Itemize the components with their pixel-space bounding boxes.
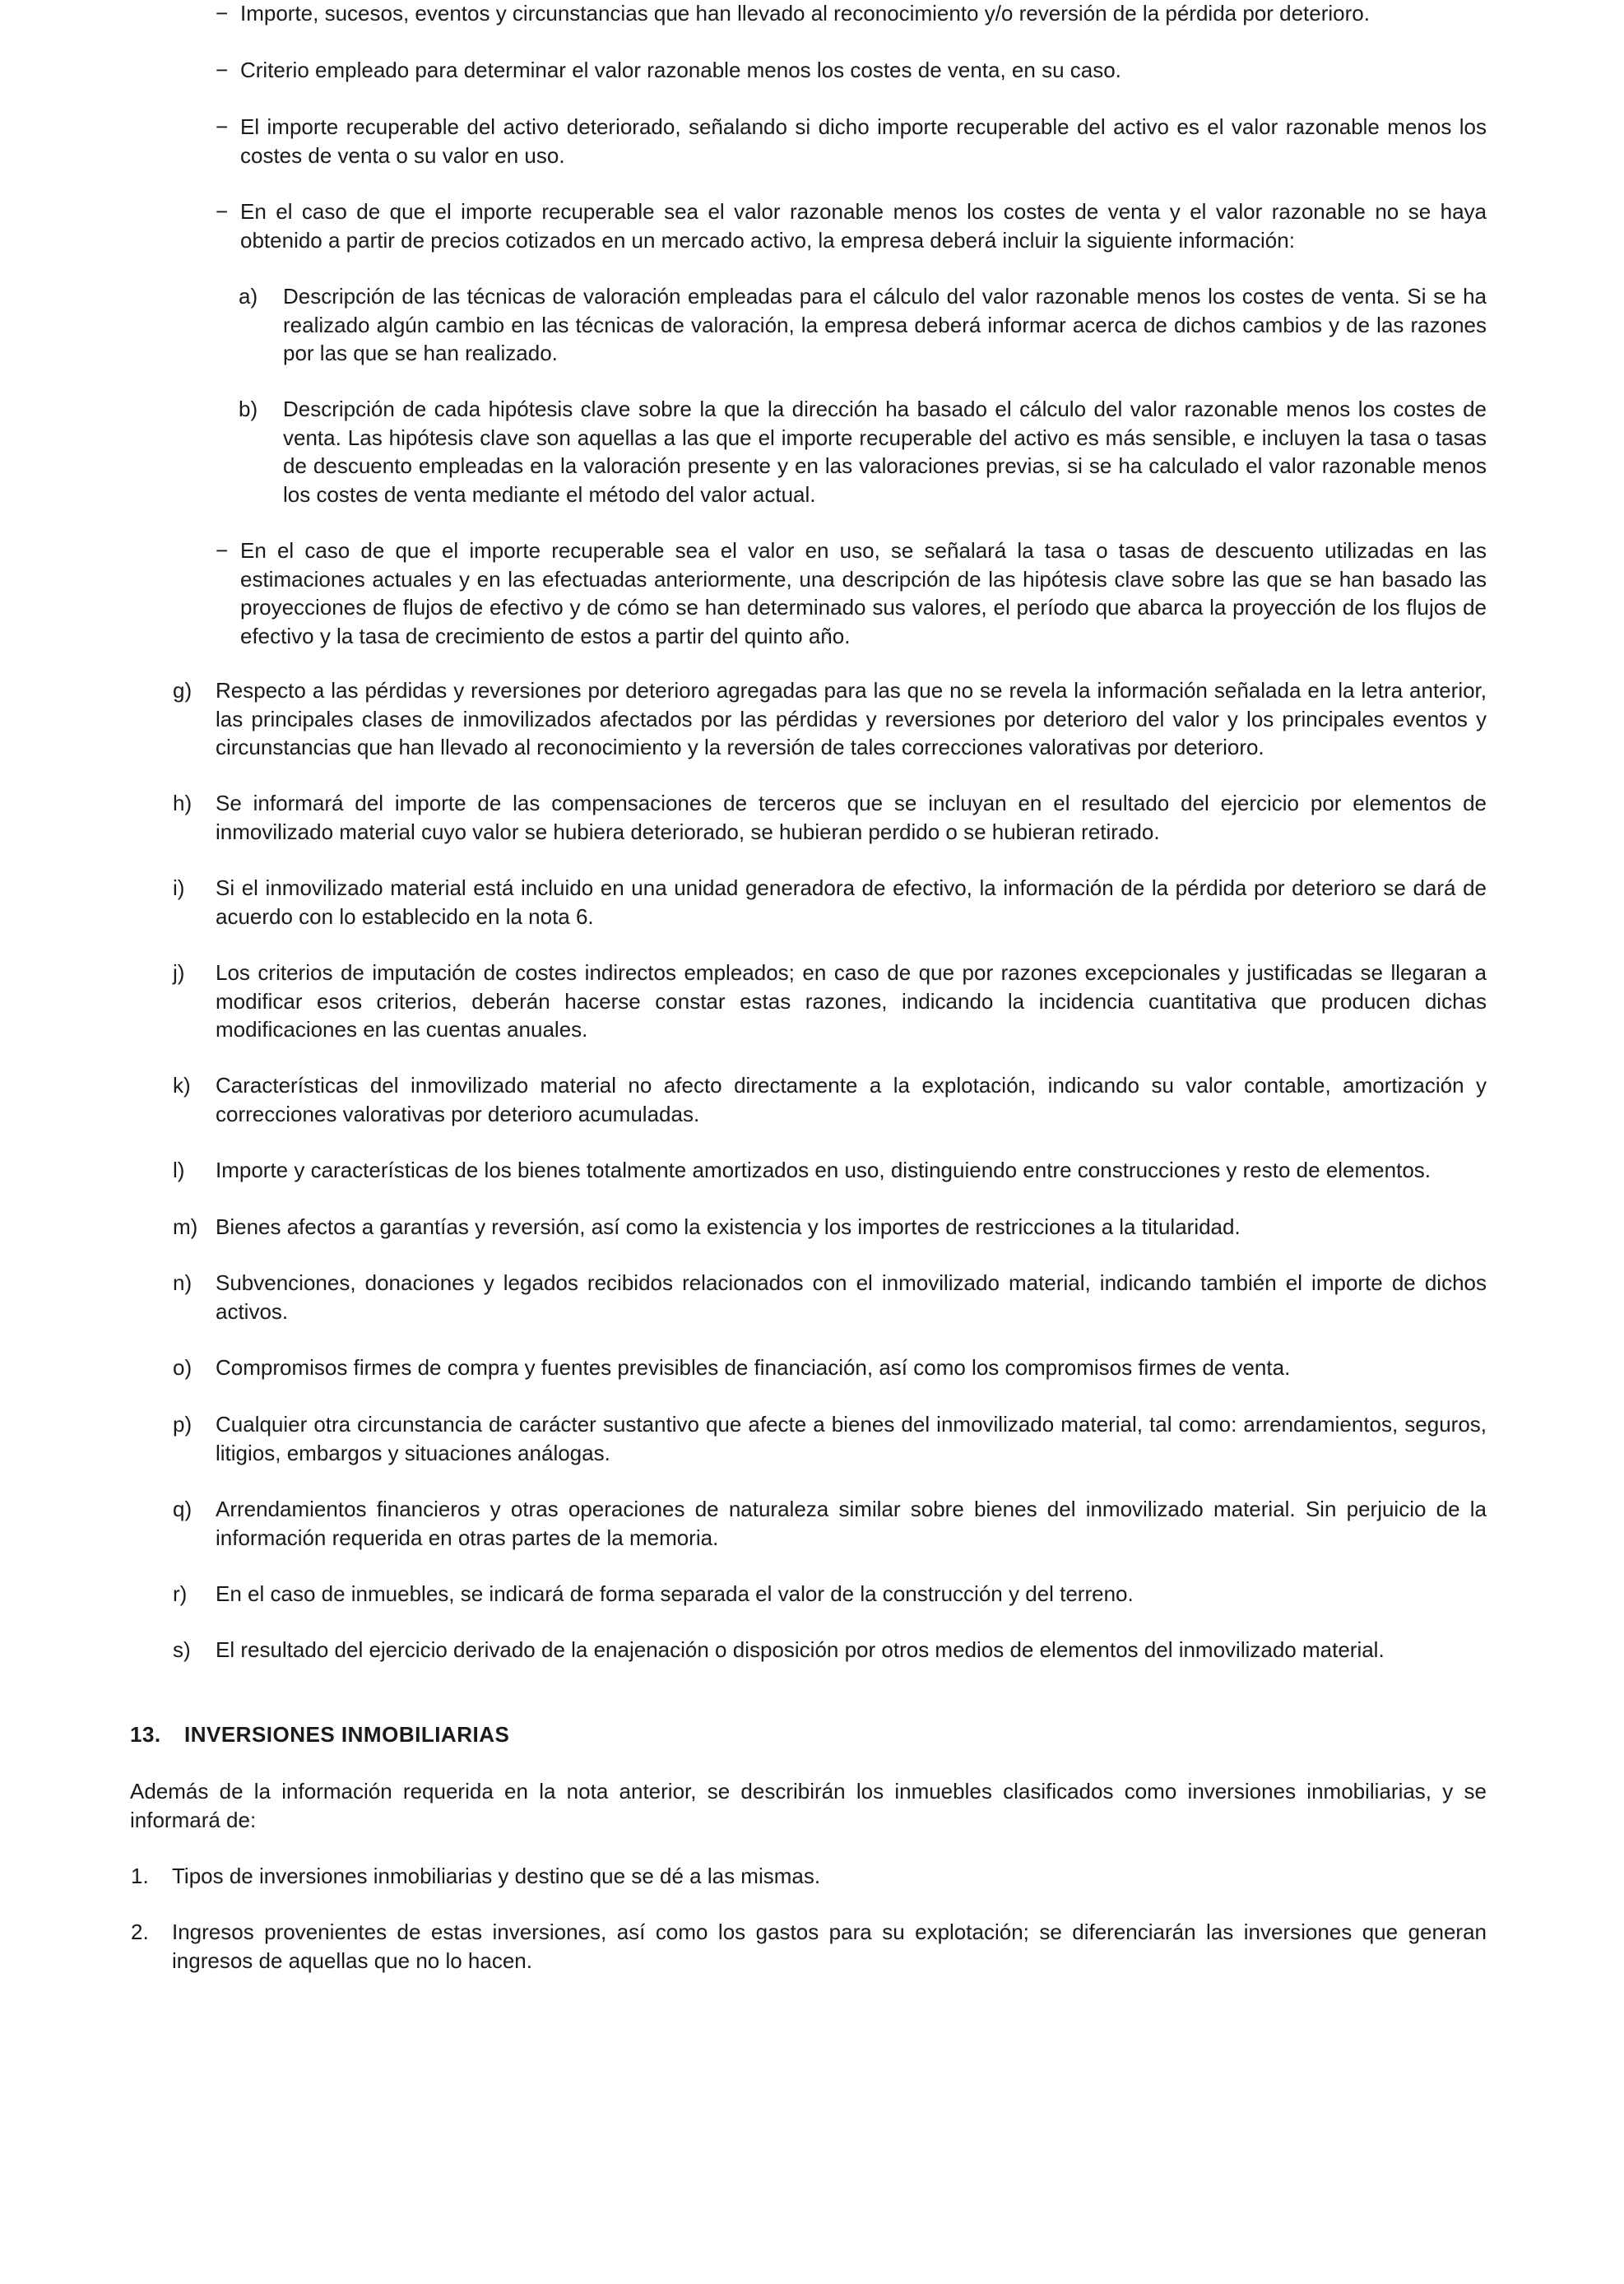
letter-marker: q) (173, 1497, 193, 1521)
letter-list-item (173, 1636, 1487, 1664)
list-item (216, 197, 1487, 254)
sub-list-item (239, 282, 1487, 368)
list-item (216, 56, 1487, 85)
dash-marker: − (216, 199, 229, 224)
letter-marker: g) (173, 678, 193, 703)
dash-marker: − (216, 114, 229, 139)
letter-marker: r) (173, 1581, 188, 1606)
dash-marker: − (216, 538, 229, 563)
letter-marker: m) (173, 1214, 198, 1239)
sub-item-text: Descripción de las técnicas de valoración empleadas para el cálculo del valor razonable menos los costes de venta. Si se ha realizado algún cambio en las técnicas de valoración, la empresa deberá informar acerca de dichos cambios y de las razones por las que se han realizado. (283, 284, 1487, 366)
sub-item-marker: a) (239, 284, 258, 309)
sub-item-text: Descripción de cada hipótesis clave sobre la que la dirección ha basado el cálculo del valor razonable menos los costes de venta. Las hipótesis clave son aquellas a las que el importe recuperable del activo es más sensible, e incluyen la tasa o tasas de descuento empleadas en la valoración presente y en las valoraciones previas, si se ha calculado el valor razonable menos los costes de venta mediante el método del valor actual. (283, 397, 1487, 508)
section-heading (130, 1720, 509, 1749)
letter-item-text: En el caso de inmuebles, se indicará de forma separada el valor de la construcción y del terreno. (216, 1581, 1134, 1606)
letter-item-text: Los criterios de imputación de costes indirectos empleados; en caso de que por razones excepcionales y justificadas se llegaran a modificar esos criterios, deberán hacerse constar estas razones, indicando la incidencia cuantitativa que producen dichas modificaciones en las cuentas anuales. (216, 960, 1487, 1042)
letter-list-item (173, 959, 1487, 1044)
letter-marker: j) (173, 960, 185, 985)
letter-item-text: Bienes afectos a garantías y reversión, así como la existencia y los importes de restricciones a la titularidad. (216, 1214, 1241, 1239)
letter-item-text: Arrendamientos financieros y otras operaciones de naturaleza similar sobre bienes del inmovilizado material. Sin perjuicio de la información requerida en otras partes de la memoria. (216, 1497, 1487, 1550)
dash-marker: − (216, 58, 229, 82)
letter-list-item (173, 676, 1487, 762)
letter-marker: h) (173, 791, 193, 815)
number-marker: 2. (131, 1920, 149, 1944)
list-item-text: Criterio empleado para determinar el valor razonable menos los costes de venta, en su caso. (240, 58, 1121, 82)
letter-list-item (173, 1213, 1487, 1242)
numbered-list-item (131, 1862, 1487, 1891)
letter-item-text: Subvenciones, donaciones y legados recibidos relacionados con el inmovilizado material, indicando también el importe de dichos activos. (216, 1270, 1487, 1324)
letter-list-item (173, 874, 1487, 931)
sub-item-marker: b) (239, 397, 258, 421)
letter-item-text: Características del inmovilizado material no afecto directamente a la explotación, indicando su valor contable, amortización y correcciones valorativas por deterioro acumuladas. (216, 1073, 1487, 1126)
number-marker: 1. (131, 1864, 149, 1888)
section-number: 13. (130, 1722, 161, 1747)
letter-marker: k) (173, 1073, 191, 1098)
numbered-list-item (131, 1918, 1487, 1975)
letter-marker: n) (173, 1270, 193, 1295)
letter-list-item (173, 789, 1487, 846)
list-item-text: En el caso de que el importe recuperable sea el valor en uso, se señalará la tasa o tasas de descuento utilizadas en las estimaciones actuales y en las efectuadas anteriormente, una descripción de las hipótesis clave sobre las que se han basado las proyecciones de flujos de efectivo y de cómo se han determinado sus valores, el período que abarca la proyección de los flujos de efectivo y la tasa de crecimiento de estos a partir del quinto año. (240, 538, 1487, 649)
numbered-item-text: Tipos de inversiones inmobiliarias y destino que se dé a las mismas. (172, 1864, 821, 1888)
list-item-text: El importe recuperable del activo deteriorado, señalando si dicho importe recuperable del activo es el valor razonable menos los costes de venta o su valor en uso. (240, 114, 1487, 168)
letter-item-text: Compromisos firmes de compra y fuentes previsibles de financiación, así como los compromisos firmes de venta. (216, 1355, 1291, 1380)
letter-list-item (173, 1580, 1487, 1609)
section-intro: Además de la información requerida en la nota anterior, se describirán los inmuebles clasificados como inversiones inmobiliarias, y se informará de: (130, 1779, 1487, 1832)
letter-marker: i) (173, 875, 185, 900)
letter-item-text: El resultado del ejercicio derivado de la enajenación o disposición por otros medios de elementos del inmovilizado material. (216, 1637, 1385, 1662)
letter-item-text: Respecto a las pérdidas y reversiones por deterioro agregadas para las que no se revela la información señalada en la letra anterior, las principales clases de inmovilizados afectados por las pérdidas y reversiones por deterioro del valor y los principales eventos y circunstancias que han llevado al reconocimiento y la reversión de tales correcciones valorativas por deterioro. (216, 678, 1487, 760)
sub-list-item (239, 395, 1487, 509)
letter-item-text: Se informará del importe de las compensaciones de terceros que se incluyan en el resultado del ejercicio por elementos de inmovilizado material cuyo valor se hubiera deteriorado, se hubieran perdido o se hubieran retirado. (216, 791, 1487, 844)
numbered-item-text: Ingresos provenientes de estas inversiones, así como los gastos para su explotación; se diferenciarán las inversiones que generan ingresos de aquellas que no lo hacen. (172, 1920, 1487, 1973)
list-item (216, 0, 1487, 28)
letter-list-item (173, 1495, 1487, 1552)
letter-list-item (173, 1410, 1487, 1467)
list-item (216, 536, 1487, 651)
letter-item-text: Si el inmovilizado material está incluido en una unidad generadora de efectivo, la información de la pérdida por deterioro se dará de acuerdo con lo establecido en la nota 6. (216, 875, 1487, 929)
letter-marker: p) (173, 1412, 193, 1437)
letter-marker: o) (173, 1355, 193, 1380)
letter-item-text: Cualquier otra circunstancia de carácter sustantivo que afecte a bienes del inmovilizado material, tal como: arrendamientos, seguros, litigios, embargos y situaciones análogas. (216, 1412, 1487, 1465)
letter-list-item (173, 1353, 1487, 1382)
list-item-text: Importe, sucesos, eventos y circunstancias que han llevado al reconocimiento y/o reversión de la pérdida por deterioro. (240, 1, 1370, 26)
list-item-text: En el caso de que el importe recuperable sea el valor razonable menos los costes de venta y el valor razonable no se haya obtenido a partir de precios cotizados en un mercado activo, la empresa deberá incluir la siguiente información: (240, 199, 1487, 253)
letter-list-item (173, 1071, 1487, 1128)
letter-marker: s) (173, 1637, 191, 1662)
letter-item-text: Importe y características de los bienes totalmente amortizados en uso, distinguiendo entre construcciones y resto de elementos. (216, 1158, 1431, 1182)
letter-list-item (173, 1269, 1487, 1325)
letter-marker: l) (173, 1158, 185, 1182)
list-item (216, 113, 1487, 169)
dash-marker: − (216, 1, 229, 26)
letter-list-item (173, 1156, 1487, 1185)
section-title: INVERSIONES INMOBILIARIAS (184, 1722, 510, 1747)
